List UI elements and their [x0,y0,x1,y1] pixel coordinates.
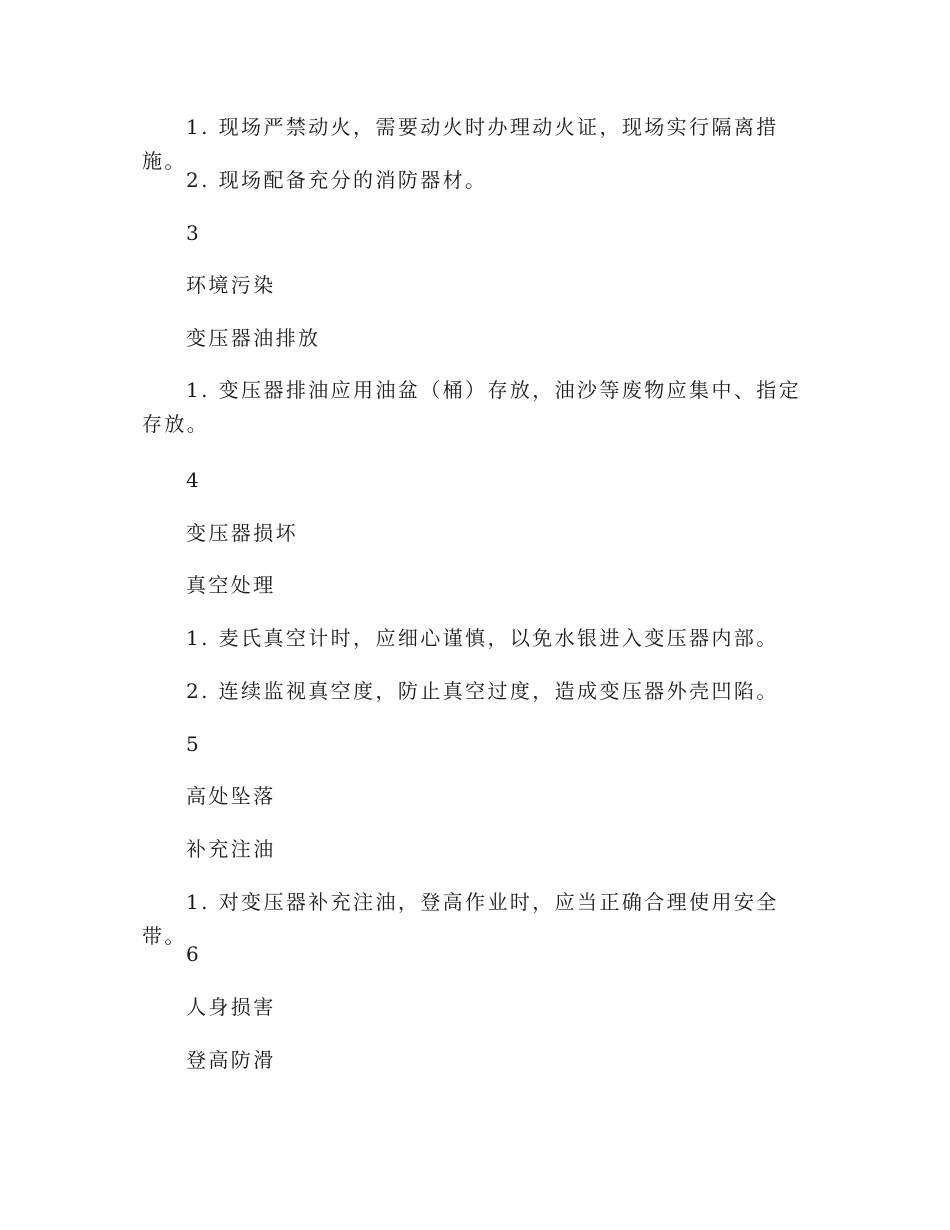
paragraph-item-number-3: 3 [186,221,202,245]
paragraph-hazard-injury: 人身损害 [186,995,276,1019]
paragraph-hazard-fall: 高处坠落 [186,784,276,808]
paragraph-activity-oil-refill: 补充注油 [186,837,276,861]
paragraph-item-number-6: 6 [186,942,202,966]
paragraph-item-number-5: 5 [186,732,202,756]
paragraph-fire-measure-1: 1. 现场严禁动火，需要动火时办理动火证，现场实行隔离措施。 [142,115,779,173]
paragraph-activity-oil-discharge: 变压器油排放 [186,326,321,350]
paragraph-hazard-transformer-damage: 变压器损坏 [186,521,298,545]
paragraph-item-number-4: 4 [186,468,202,492]
paragraph-fire-measure-2: 2. 现场配备充分的消防器材。 [186,168,488,192]
paragraph-oil-discharge-measure-1: 1. 变压器排油应用油盆（桶）存放，油沙等废物应集中、指定存放。 [142,378,802,436]
paragraph-activity-anti-slip: 登高防滑 [186,1048,276,1072]
paragraph-vacuum-measure-2: 2. 连续监视真空度，防止真空过度，造成变压器外壳凹陷。 [186,679,779,703]
paragraph-oil-refill-measure-1: 1. 对变压器补充注油，登高作业时，应当正确合理使用安全带。 [142,890,779,948]
paragraph-activity-vacuum: 真空处理 [186,573,276,597]
paragraph-hazard-environment: 环境污染 [186,273,276,297]
paragraph-vacuum-measure-1: 1. 麦氏真空计时，应细心谨慎，以免水银进入变压器内部。 [186,626,779,650]
